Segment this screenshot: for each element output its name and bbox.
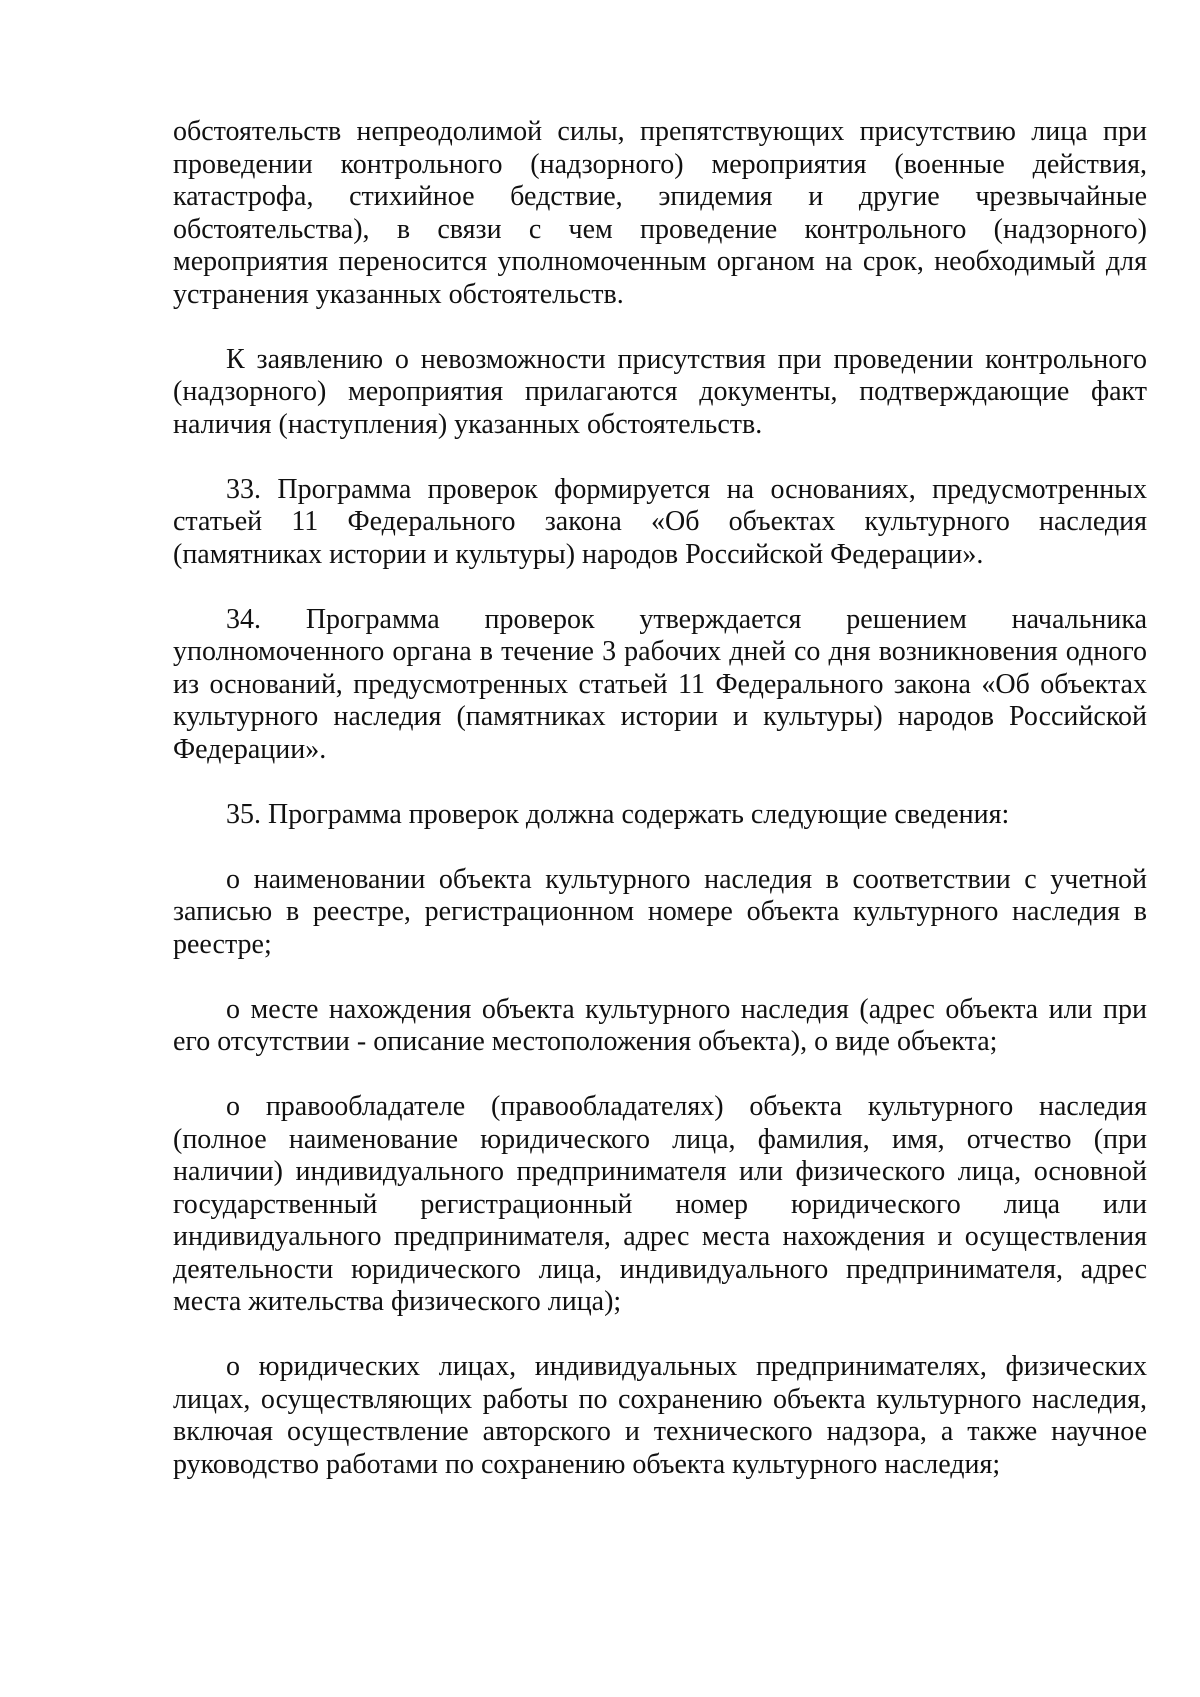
paragraph-statement-attachments: К заявлению о невозможности присутствия при проведении контрольного (надзорного) мероприятия прилагаются документы, подтверждающие факт наличия (наступления) указанных обстоятельств. xyxy=(173,343,1147,440)
paragraph-item-35: 35. Программа проверок должна содержать следующие сведения: xyxy=(226,798,1010,830)
paragraph-works-performers: о юридических лицах, индивидуальных предпринимателях, физических лицах, осуществляющих работы по сохранению объекта культурного наследия, включая осуществление авторского и технического надзора, а также научное руководство работами по сохранению объекта культурного наследия; xyxy=(173,1351,1147,1480)
paragraph-item-34: 34. Программа проверок утверждается решением начальника уполномоченного органа в течение 3 рабочих дней со дня возникновения одного из оснований, предусмотренных статьей 11 Федерального закона «Об объектах культурного наследия (памятниках истории и культуры) народов Российской Федерации». xyxy=(173,603,1147,765)
paragraph-continuation: обстоятельств непреодолимой силы, препятствующих присутствию лица при проведении контрольного (надзорного) мероприятия (военные действия, катастрофа, стихийное бедствие, эпидемия и другие чрезвычайные обстоятельства), в связи с чем проведение контрольного (надзорного) мероприятия переносится уполномоченным органом на срок, необходимый для устранения указанных обстоятельств. xyxy=(173,116,1147,310)
paragraph-object-location: о месте нахождения объекта культурного наследия (адрес объекта или при его отсутствии - описание местоположения объекта), о виде объекта; xyxy=(173,993,1147,1057)
paragraph-item-33: 33. Программа проверок формируется на основаниях, предусмотренных статьей 11 Федерального закона «Об объектах культурного наследия (памятниках истории и культуры) народов Российской Федерации». xyxy=(173,473,1147,570)
paragraph-rightholder: о правообладателе (правообладателях) объекта культурного наследия (полное наименование юридического лица, фамилия, имя, отчество (при наличии) индивидуального предпринимателя или физического лица, основной государственный регистрационный номер юридического лица или индивидуального предпринимателя, адрес места нахождения и осуществления деятельности юридического лица, индивидуального предпринимателя, адрес места жительства физического лица); xyxy=(173,1091,1147,1317)
document-body xyxy=(173,116,1147,1514)
paragraph-object-name: о наименовании объекта культурного наследия в соответствии с учетной записью в реестре, регистрационном номере объекта культурного наследия в реестре; xyxy=(173,863,1147,960)
